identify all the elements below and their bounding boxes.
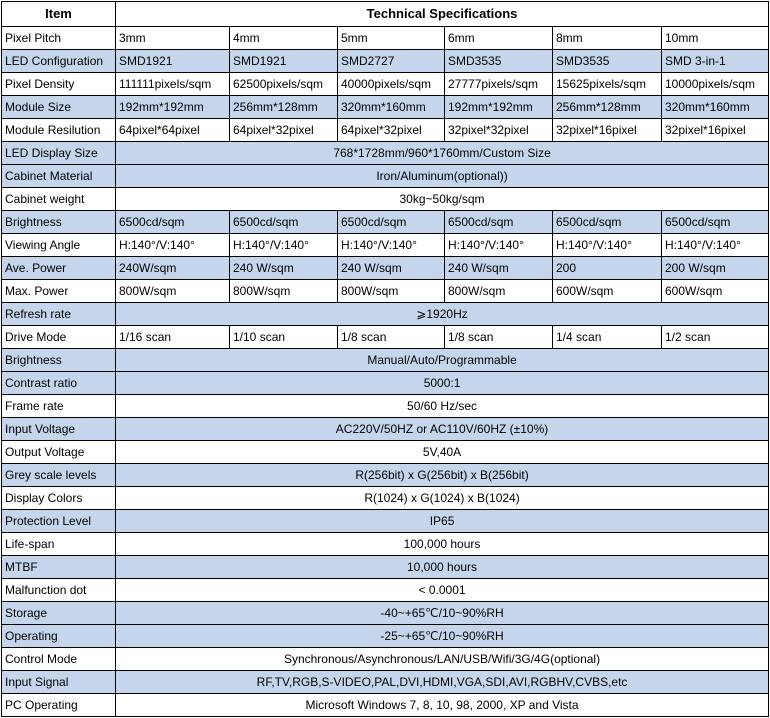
spec-cell: 6500cd/sqm [445,211,553,234]
spec-cell: SMD1921 [116,50,230,73]
row-label: Grey scale levels [2,464,116,487]
row-label: Life-span [2,533,116,556]
spec-cell: 111111pixels/sqm [116,73,230,96]
spec-cell: 600W/sqm [662,280,769,303]
spec-cell: 800W/sqm [230,280,338,303]
spec-cell: 200 W/sqm [662,257,769,280]
spec-cell: H:140°/V:140° [445,234,553,257]
spec-cell: 4mm [230,27,338,50]
spec-cell: 62500pixels/sqm [230,73,338,96]
table-row [2,303,769,326]
spec-cell: 32pixel*32pixel [445,119,553,142]
spec-merged-cell: RF,TV,RGB,S-VIDEO,PAL,DVI,HDMI,VGA,SDI,AVI,RGBHV,CVBS,etc [116,671,769,694]
spec-cell: 600W/sqm [553,280,662,303]
spec-cell: 240 W/sqm [230,257,338,280]
spec-cell: 32pixel*16pixel [662,119,769,142]
table-row [2,395,769,418]
spec-merged-cell: Manual/Auto/Programmable [116,349,769,372]
spec-merged-cell: ⩾1920Hz [116,303,769,326]
row-label: Drive Mode [2,326,116,349]
spec-merged-cell: < 0.0001 [116,579,769,602]
table-row [2,326,769,349]
table-row [2,211,769,234]
spec-cell: H:140°/V:140° [230,234,338,257]
table-row [2,418,769,441]
row-label: Ave. Power [2,257,116,280]
row-label: Contrast ratio [2,372,116,395]
row-label: LED Display Size [2,142,116,165]
table-row [2,73,769,96]
row-label: Pixel Density [2,73,116,96]
spec-merged-cell: 10,000 hours [116,556,769,579]
row-label: Brightness [2,349,116,372]
row-label: Refresh rate [2,303,116,326]
spec-cell: 240 W/sqm [338,257,445,280]
spec-cell: 200 [553,257,662,280]
spec-cell: 40000pixels/sqm [338,73,445,96]
table-row [2,579,769,602]
row-label: Module Resilution [2,119,116,142]
table-row [2,487,769,510]
spec-cell: 800W/sqm [445,280,553,303]
spec-cell: 64pixel*32pixel [230,119,338,142]
item-header: Item [2,2,116,27]
table-row [2,533,769,556]
spec-merged-cell: IP65 [116,510,769,533]
row-label: Display Colors [2,487,116,510]
spec-cell: SMD3535 [445,50,553,73]
spec-cell: 6500cd/sqm [553,211,662,234]
spec-cell: 8mm [553,27,662,50]
spec-cell: 6500cd/sqm [116,211,230,234]
spec-cell: H:140°/V:140° [553,234,662,257]
table-row [2,50,769,73]
spec-cell: SMD1921 [230,50,338,73]
row-label: Pixel Pitch [2,27,116,50]
row-label: Max. Power [2,280,116,303]
row-label: Operating [2,625,116,648]
table-row [2,625,769,648]
row-label: Protection Level [2,510,116,533]
table-row [2,694,769,717]
table-row [2,441,769,464]
spec-merged-cell: -25~+65℃/10~90%RH [116,625,769,648]
row-label: MTBF [2,556,116,579]
spec-cell: 1/8 scan [445,326,553,349]
spec-merged-cell: 50/60 Hz/sec [116,395,769,418]
spec-cell: 1/10 scan [230,326,338,349]
specs-header: Technical Specifications [116,2,769,27]
table-row [2,648,769,671]
table-row [2,556,769,579]
table-row [2,27,769,50]
spec-cell: 10mm [662,27,769,50]
spec-merged-cell: Microsoft Windows 7, 8, 10, 98, 2000, XP and Vista [116,694,769,717]
table-row [2,510,769,533]
row-label: Cabinet Material [2,165,116,188]
spec-cell: 240 W/sqm [445,257,553,280]
spec-table [1,1,769,717]
table-row [2,142,769,165]
row-label: Cabinet weight [2,188,116,211]
spec-cell: H:140°/V:140° [116,234,230,257]
spec-cell: 3mm [116,27,230,50]
table-row [2,96,769,119]
spec-cell: 10000pixels/sqm [662,73,769,96]
table-row [2,165,769,188]
table-row [2,119,769,142]
row-label: Output Voltage [2,441,116,464]
spec-cell: 320mm*160mm [662,96,769,119]
spec-cell: 1/16 scan [116,326,230,349]
spec-cell: 15625pixels/sqm [553,73,662,96]
row-label: Frame rate [2,395,116,418]
spec-cell: 1/8 scan [338,326,445,349]
spec-cell: 64pixel*64pixel [116,119,230,142]
table-row [2,349,769,372]
spec-merged-cell: R(1024) x G(1024) x B(1024) [116,487,769,510]
spec-cell: SMD 3-in-1 [662,50,769,73]
spec-merged-cell: R(256bit) x G(256bit) x B(256bit) [116,464,769,487]
table-row [2,234,769,257]
spec-merged-cell: 5V,40A [116,441,769,464]
spec-cell: 256mm*128mm [230,96,338,119]
row-label: Storage [2,602,116,625]
spec-merged-cell: -40~+65℃/10~90%RH [116,602,769,625]
spec-cell: 1/2 scan [662,326,769,349]
table-row [2,602,769,625]
spec-cell: 6500cd/sqm [338,211,445,234]
spec-cell: 192mm*192mm [445,96,553,119]
table-row [2,372,769,395]
spec-cell: 27777pixels/sqm [445,73,553,96]
spec-merged-cell: Synchronous/Asynchronous/LAN/USB/Wifi/3G/4G(optional) [116,648,769,671]
spec-cell: H:140°/V:140° [662,234,769,257]
spec-merged-cell: Iron/Aluminum(optional)) [116,165,769,188]
row-label: PC Operating [2,694,116,717]
table-row [2,280,769,303]
row-label: Viewing Angle [2,234,116,257]
row-label: LED Configuration [2,50,116,73]
spec-cell: 64pixel*32pixel [338,119,445,142]
spec-cell: H:140°/V:140° [338,234,445,257]
spec-cell: 256mm*128mm [553,96,662,119]
spec-cell: SMD2727 [338,50,445,73]
spec-cell: 6500cd/sqm [662,211,769,234]
row-label: Control Mode [2,648,116,671]
table-row [2,464,769,487]
row-label: Input Voltage [2,418,116,441]
spec-merged-cell: AC220V/50HZ or AC110V/60HZ (±10%) [116,418,769,441]
spec-cell: SMD3535 [553,50,662,73]
table-row [2,188,769,211]
spec-cell: 800W/sqm [338,280,445,303]
spec-cell: 800W/sqm [116,280,230,303]
spec-cell: 240W/sqm [116,257,230,280]
spec-cell: 320mm*160mm [338,96,445,119]
row-label: Module Size [2,96,116,119]
spec-cell: 32pixel*16pixel [553,119,662,142]
spec-cell: 5mm [338,27,445,50]
spec-cell: 6500cd/sqm [230,211,338,234]
row-label: Malfunction dot [2,579,116,602]
row-label: Brightness [2,211,116,234]
header-row [2,2,769,27]
row-label: Input Signal [2,671,116,694]
spec-merged-cell: 100,000 hours [116,533,769,556]
spec-cell: 1/4 scan [553,326,662,349]
spec-merged-cell: 768*1728mm/960*1760mm/Custom Size [116,142,769,165]
spec-merged-cell: 5000:1 [116,372,769,395]
spec-body [2,27,769,717]
spec-merged-cell: 30kg~50kg/sqm [116,188,769,211]
table-row [2,671,769,694]
spec-cell: 6mm [445,27,553,50]
spec-cell: 192mm*192mm [116,96,230,119]
table-row [2,257,769,280]
